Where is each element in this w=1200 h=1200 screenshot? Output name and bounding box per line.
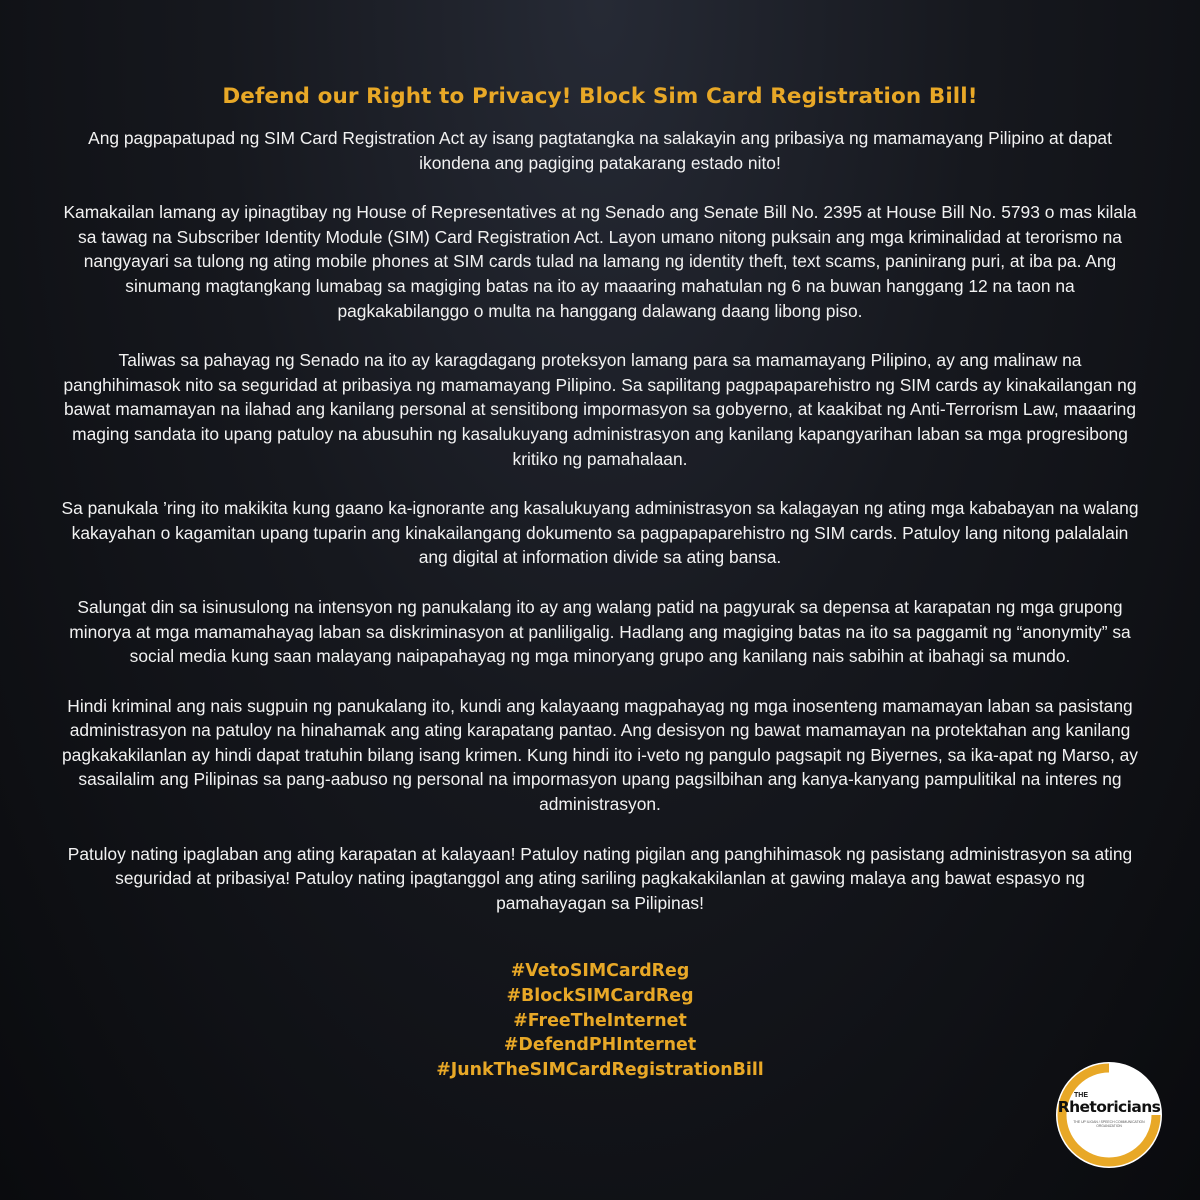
paragraph-6: Hindi kriminal ang nais sugpuin ng panukalang ito, kundi ang kalayaang magpahayag ng mga inosenteng mamamayan laban sa pasistang administrasyon na patuloy na hinahamak ang ating karapatang pantao. Ang desisyon ng bawat mamamayan na protektahan ang kanilang pagkakakilanlan ay hindi dapat tratuhin bilang isang krimen. Kung hindi ito i-veto ng pangulo pagsapit ng Biyernes, sa ika-apat ng Marso, ay sasailalim ang Pilipinas sa pang-aabuso ng personal na impormasyon upang pagsilbihan ang kanya-kanyang pampulitikal na interes ng administrasyon.	[62, 695, 1138, 815]
logo-the-label: THE	[1074, 1092, 1088, 1099]
paragraph-4: Sa panukala ’ring ito makikita kung gaano ka-ignorante ang kasalukuyang administrasyon sa kalagayan ng ating mga kababayan na walang kakayahan o kagamitan upang tuparin ang kinakailangang dokumento sa pagpapaparehistro ng SIM cards. Patuloy lang nitong palalalain ang digital at information divide sa ating bansa.	[61, 498, 1139, 568]
paragraph-5: Salungat din sa isinusulong na intensyon ng panukalang ito ay ang walang patid na pagyurak sa depensa at karapatan ng mga grupong minorya at mga mamamahayag laban sa diskriminasyon at panliligalig. Hadlang ang magiging batas na ito sa paggamit ng “anonymity” sa social media kung saan malayang naipapahayag ng mga minoryang grupo ang kanilang nais sabihin at ibahagi sa mundo.	[69, 596, 1131, 667]
paragraph-1: Ang pagpapatupad ng SIM Card Registration Act ay isang pagtatangka na salakayin ang pribasiya ng mamamayang Pilipino at dapat ikondena ang pagiging patakarang estado nito!	[88, 128, 1112, 173]
hashtag-defend-ph[interactable]: #DefendPHInternet	[503, 1035, 697, 1056]
paragraph-7: Patuloy nating ipaglaban ang ating karapatan at kalayaan! Patuloy nating pigilan ang panghihimasok ng pasistang administrasyon sa ating seguridad at pribasiya! Patuloy nating ipagtanggol ang ating sariling pagkakakilanlan at gawing malaya ang bawat espasyo ng pamahayagan sa Pilipinas!	[67, 843, 1133, 913]
statement-document	[60, 82, 1140, 1082]
rhetoricians-logo	[1054, 1060, 1164, 1170]
paragraph-3: Taliwas sa pahayag ng Senado na ito ay karagdagang proteksyon lamang para sa mamamayang Pilipino, ay ang malinaw na panghihimasok nito sa seguridad at pribasiya ng mamamayang Pilipino. Sa sapilitang pagpapaparehistro ng SIM cards ay kinakailangan ng bawat mamamayan na ilahad ang kanilang personal at sensitibong impormasyon sa gobyerno, at kaakibat ng Anti-Terrorism Law, maaaring maging sandata ito upang patuloy na abusuhin ng kasalukuyang administrasyon ang kanilang kapangyarihan laban sa mga progresibong kritiko ng pamahalaan.	[63, 350, 1137, 469]
hashtag-block[interactable]: #BlockSIMCardReg	[506, 986, 694, 1007]
hashtag-list	[60, 959, 1140, 1082]
hashtag-veto[interactable]: #VetoSIMCardReg	[510, 961, 690, 982]
statement-title: Defend our Right to Privacy! Block Sim Card Registration Bill!	[222, 84, 978, 109]
hashtag-free-internet[interactable]: #FreeTheInternet	[513, 1010, 687, 1031]
paragraph-2: Kamakailan lamang ay ipinagtibay ng House of Representatives at ng Senado ang Senate Bill No. 2395 at House Bill No. 5793 o mas kilala sa tawag na Subscriber Identity Module (SIM) Card Registration Act. Layon umano nitong puksain ang mga kriminalidad at terorismo na nangyayari sa tulong ng ating mobile phones at SIM cards tulad na lamang ng identity theft, text scams, paninirang puri, at iba pa. Ang sinumang magtangkang lumabag sa magiging batas na ito ay maaaring mahatulan ng 6 na buwan hanggang 12 na taon na pagkakabilanggo o multa na hanggang dalawang daang libong piso.	[63, 202, 1137, 321]
logo-name: Rhetoricians	[1057, 1098, 1161, 1116]
logo-subtitle: THE UP ILIGAN / SPEECH COMMUNICATION ORGANIZATION	[1073, 1120, 1145, 1128]
hashtag-junk-bill[interactable]: #JunkTheSIMCardRegistrationBill	[436, 1059, 764, 1080]
